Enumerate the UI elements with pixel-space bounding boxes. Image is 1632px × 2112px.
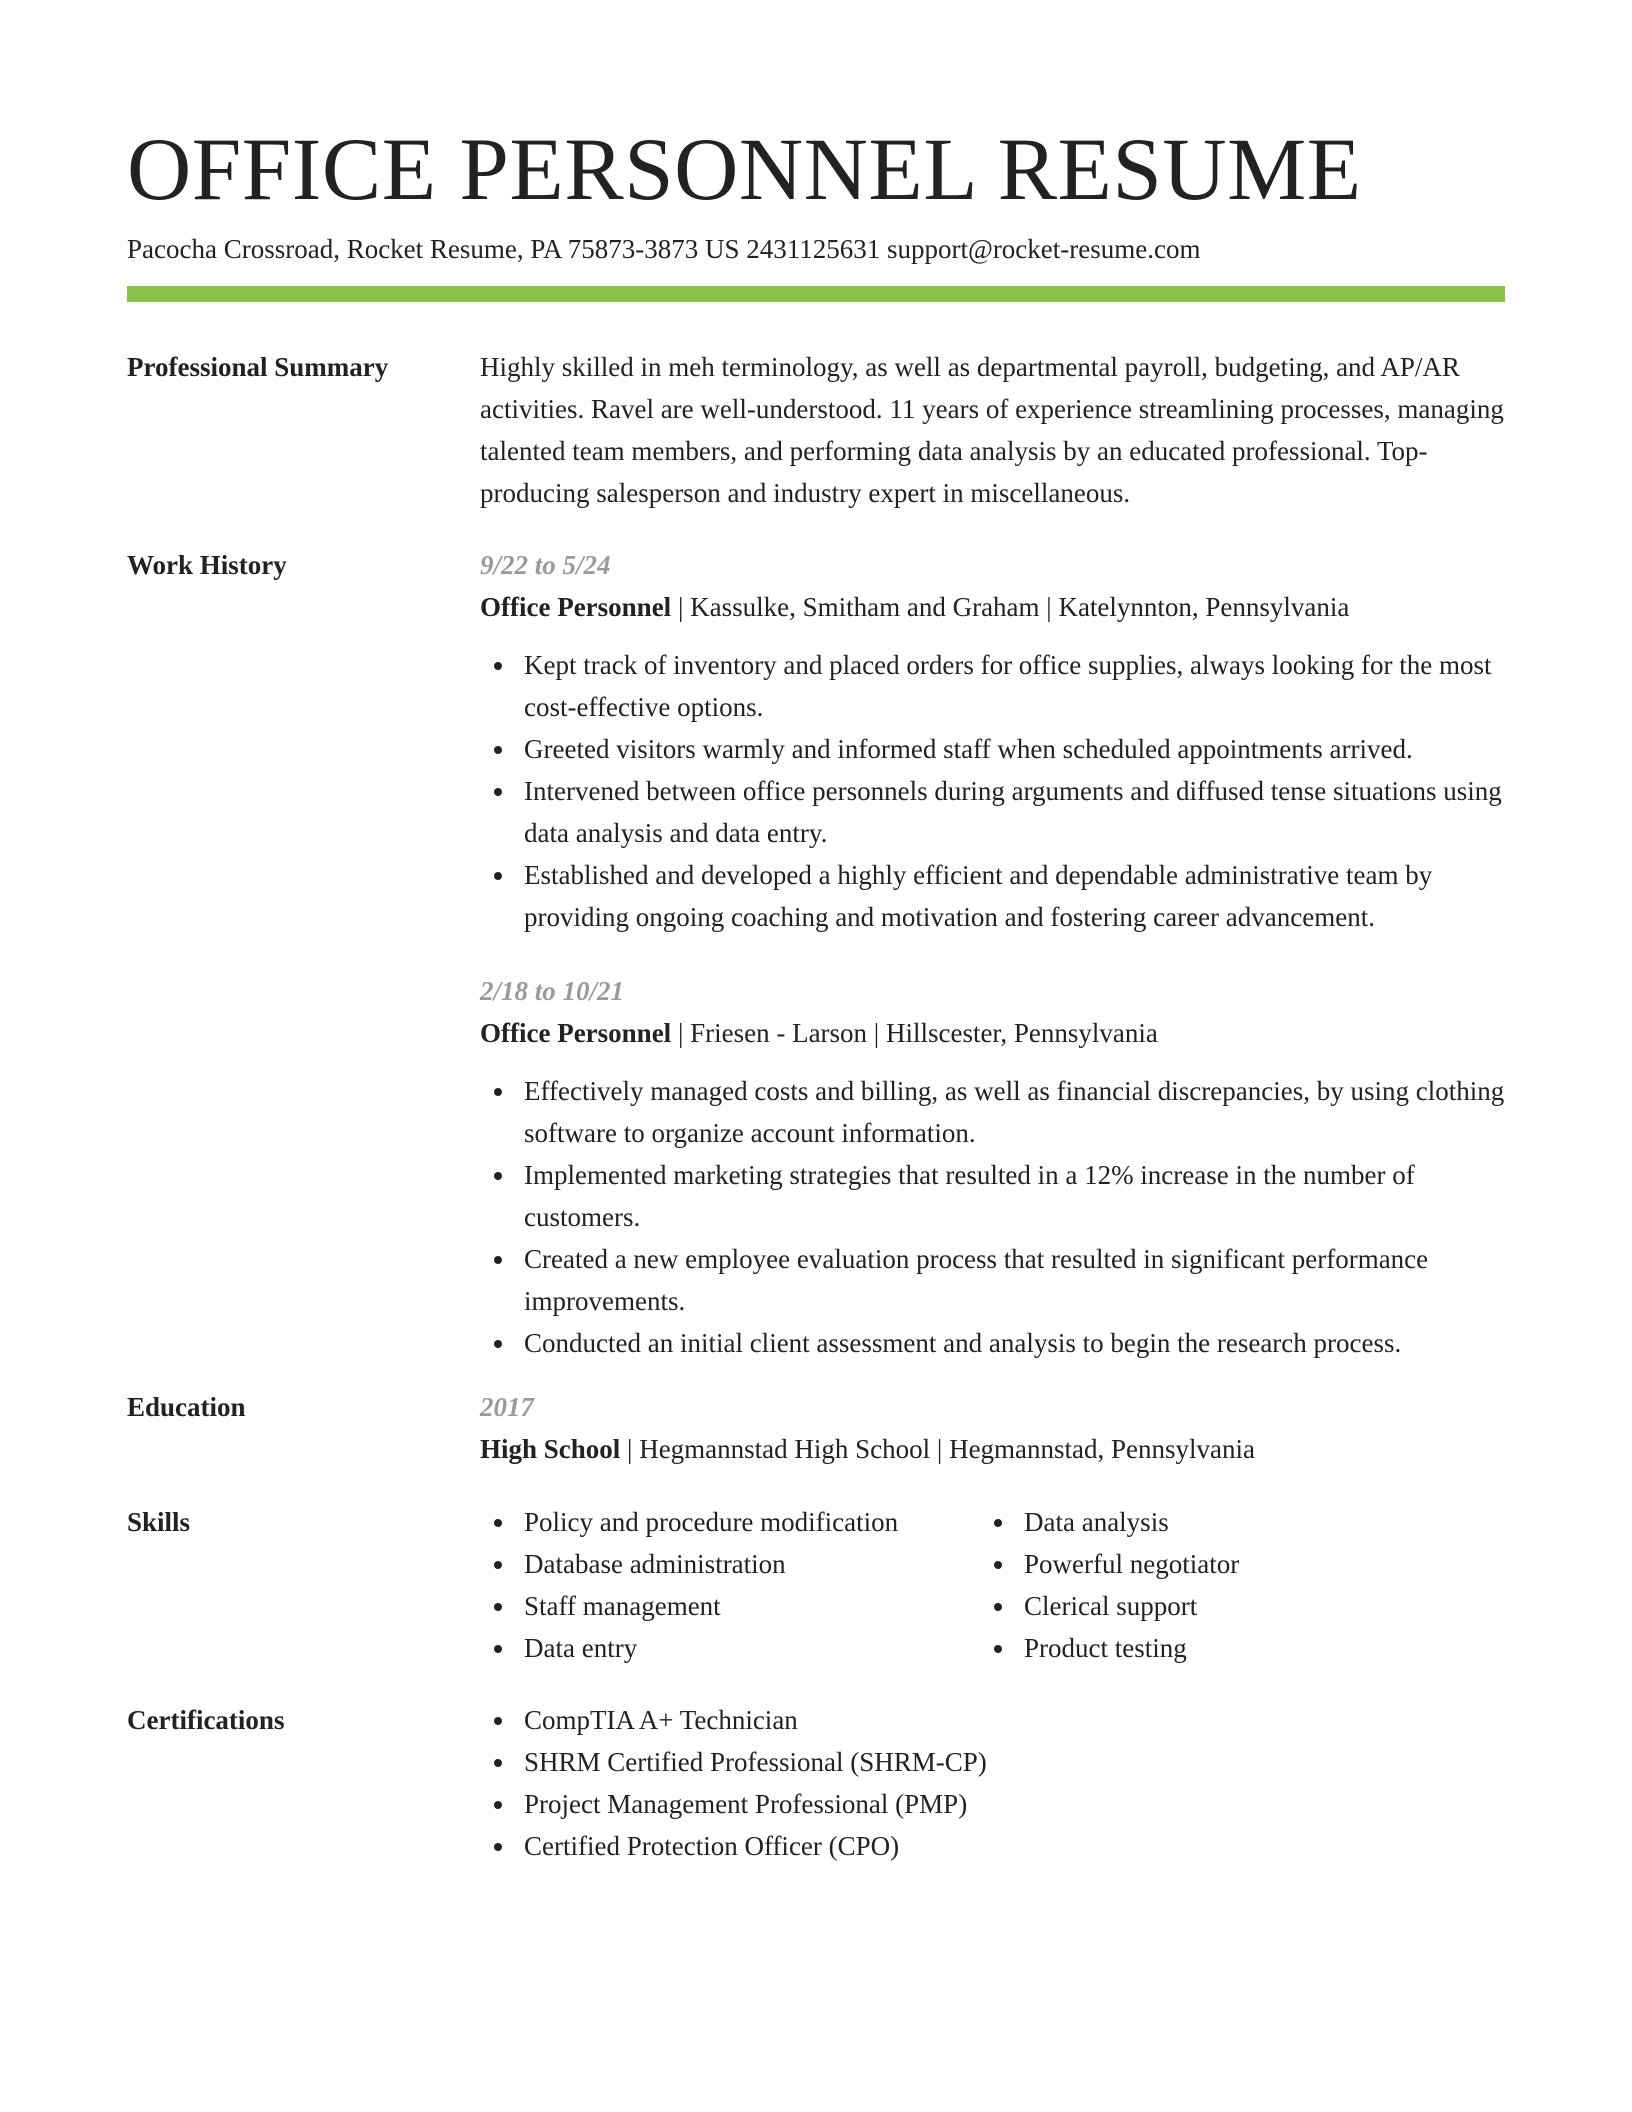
- job-bullet: Conducted an initial client assessment and analysis to begin the research process.: [480, 1322, 1505, 1364]
- skill-item: Data analysis: [980, 1501, 1500, 1543]
- skill-item: Powerful negotiator: [980, 1543, 1500, 1585]
- skills-label: Skills: [127, 1507, 191, 1537]
- job-entry: [480, 544, 1505, 938]
- resume-title: OFFICE PERSONNEL RESUME: [127, 121, 1362, 219]
- summary-body: [480, 346, 1505, 514]
- skills-list-right: [980, 1501, 1500, 1669]
- education-line: [480, 1428, 1505, 1470]
- job-bullets: [480, 1070, 1505, 1364]
- skill-item: Staff management: [480, 1585, 980, 1627]
- certification-item: Certified Protection Officer (CPO): [480, 1825, 1505, 1867]
- certification-item: Project Management Professional (PMP): [480, 1783, 1505, 1825]
- job-bullet: Kept track of inventory and placed orders for office supplies, always looking for the most cost-effective options.: [480, 644, 1505, 728]
- job-title-line: [480, 586, 1505, 628]
- job-bullet: Effectively managed costs and billing, as well as financial discrepancies, by using clothing software to organize account information.: [480, 1070, 1505, 1154]
- job-bullet: Established and developed a highly efficient and dependable administrative team by providing ongoing coaching and motivation and fostering career advancement.: [480, 854, 1505, 938]
- contact-line: Pacocha Crossroad, Rocket Resume, PA 75873-3873 US 2431125631 support@rocket-resume.com: [127, 234, 1201, 264]
- job-bullets: [480, 644, 1505, 938]
- header-accent-rule: [127, 286, 1505, 302]
- job-date: 9/22 to 5/24: [480, 550, 611, 580]
- education-body: [480, 1386, 1505, 1470]
- education-degree: High School: [480, 1434, 621, 1464]
- job-bullet: Created a new employee evaluation process that resulted in significant performance improvements.: [480, 1238, 1505, 1322]
- education-date: 2017: [480, 1392, 534, 1422]
- certification-item: CompTIA A+ Technician: [480, 1699, 1505, 1741]
- skill-item: Clerical support: [980, 1585, 1500, 1627]
- skills-body: [480, 1501, 1505, 1669]
- job-entry: [480, 970, 1505, 1364]
- certifications-body: [480, 1699, 1505, 1867]
- job-bullet: Intervened between office personnels during arguments and diffused tense situations using data analysis and data entry.: [480, 770, 1505, 854]
- skill-item: Database administration: [480, 1543, 980, 1585]
- job-bullet: Implemented marketing strategies that resulted in a 12% increase in the number of customers.: [480, 1154, 1505, 1238]
- work-history-body: [480, 544, 1505, 1364]
- skill-item: Product testing: [980, 1627, 1500, 1669]
- job-title-line: [480, 1012, 1505, 1054]
- skills-list-left: [480, 1501, 980, 1669]
- skills-columns: [480, 1501, 1505, 1669]
- certifications-label: Certifications: [127, 1705, 285, 1735]
- job-role: Office Personnel: [480, 1018, 672, 1048]
- job-date: 2/18 to 10/21: [480, 976, 625, 1006]
- summary-text: Highly skilled in meh terminology, as well as departmental payroll, budgeting, and AP/AR activities. Ravel are well-understood. 11 years of experience streamlining processes, managing talented team members, and performing data analysis by an educated professional. Top-producing salesperson and industry expert in miscellaneous.: [480, 352, 1504, 508]
- education-school-location: | Hegmannstad High School | Hegmannstad, Pennsylvania: [620, 1434, 1256, 1464]
- work-history-label: Work History: [127, 550, 287, 580]
- summary-label: Professional Summary: [127, 352, 389, 382]
- job-company-location: | Kassulke, Smitham and Graham | Katelynnton, Pennsylvania: [671, 592, 1350, 622]
- skill-item: Policy and procedure modification: [480, 1501, 980, 1543]
- education-label: Education: [127, 1392, 246, 1422]
- job-role: Office Personnel: [480, 592, 672, 622]
- skill-item: Data entry: [480, 1627, 980, 1669]
- certification-item: SHRM Certified Professional (SHRM-CP): [480, 1741, 1505, 1783]
- certifications-list: [480, 1699, 1505, 1867]
- job-bullet: Greeted visitors warmly and informed staff when scheduled appointments arrived.: [480, 728, 1505, 770]
- job-company-location: | Friesen - Larson | Hillscester, Pennsylvania: [671, 1018, 1158, 1048]
